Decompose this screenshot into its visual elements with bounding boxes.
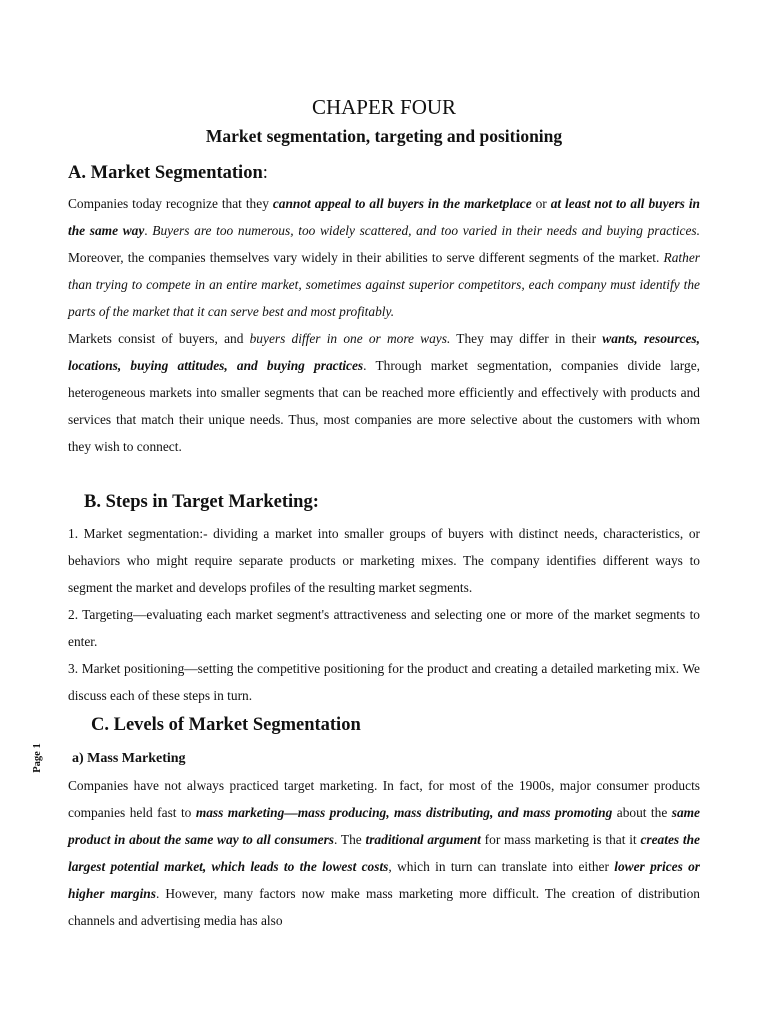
mass-marketing-paragraph xyxy=(68,772,700,934)
text-run: . The xyxy=(334,832,366,847)
emphasis-run: mass marketing—mass producing, mass distributing, and mass promoting xyxy=(195,805,613,820)
text-run: Moreover, the companies themselves vary widely in their abilities to serve different segments of the market. xyxy=(68,250,664,265)
italic-run: Buyers are too numerous, too widely scattered, and too varied in their needs and buying practices. xyxy=(152,223,700,238)
text-run: about the xyxy=(612,805,672,820)
section-c-heading: C. Levels of Market Segmentation xyxy=(91,715,361,735)
section-a-paragraph-1 xyxy=(68,190,700,325)
emphasis-run: wants, resources, locations, buying attitudes, and buying practices xyxy=(68,331,700,373)
emphasis-run: lower prices or higher margins xyxy=(68,859,701,901)
section-a-paragraph-2 xyxy=(68,325,700,460)
section-a-body xyxy=(68,190,700,460)
step-item-3: 3. Market positioning—setting the competitive positioning for the product and creating a detailed marketing mix. We discuss each of these steps in turn. xyxy=(68,661,700,703)
text-run: . xyxy=(144,223,153,238)
step-item-1: 1. Market segmentation:- dividing a market into smaller groups of buyers with distinct needs, characteristics, or behaviors who might require separate products or marketing mixes. The company identifies different ways to segment the market and develops profiles of the resulting market segments. xyxy=(68,526,700,595)
italic-run: buyers differ in one or more ways. xyxy=(249,331,451,346)
text-run: . Through market segmentation, companies divide large, heterogeneous markets into smaller segments that can be reached more efficiently and effectively with products and services that match their unique needs. Thus, most companies are more selective about the customers with whom they wish to connect. xyxy=(68,358,700,454)
section-a-heading-text: A. Market Segmentation xyxy=(68,163,263,183)
text-run: They may differ in their xyxy=(450,331,603,346)
text-run: Companies today recognize that they xyxy=(68,196,273,211)
text-run: . However, many factors now make mass marketing more difficult. The creation of distribution channels and advertising media has also xyxy=(68,886,700,928)
mass-marketing-body xyxy=(68,772,700,934)
chapter-title: CHAPER FOUR xyxy=(311,95,457,119)
section-b-body xyxy=(68,520,700,709)
emphasis-run: same product in about the same way to all consumers xyxy=(68,805,700,847)
chapter-subtitle: Market segmentation, targeting and positioning xyxy=(205,126,563,146)
emphasis-run: creates the largest potential market, which leads to the lowest costs xyxy=(68,832,700,874)
emphasis-run: at least not to all buyers in the same way xyxy=(68,196,700,238)
text-run: for mass marketing is that it xyxy=(480,832,641,847)
emphasis-run: traditional argument xyxy=(365,832,481,847)
italic-run: Rather than trying to compete in an entire market, sometimes against superior competitors, each company must identify the parts of the market that it can serve best and most profitably. xyxy=(68,250,700,319)
page-number-sidebar xyxy=(28,736,48,780)
text-run: Companies have not always practiced target marketing. In fact, for most of the 1900s, major consumer products companies held fast to xyxy=(68,778,700,820)
emphasis-run: cannot appeal to all buyers in the marketplace xyxy=(272,196,532,211)
section-a-heading xyxy=(68,160,268,186)
mass-marketing-heading: a) Mass Marketing xyxy=(72,751,186,766)
text-run: or xyxy=(531,196,551,211)
text-run: Markets consist of buyers, and xyxy=(68,331,250,346)
step-item-2: 2. Targeting—evaluating each market segment's attractiveness and selecting one or more of the market segments to enter. xyxy=(68,607,700,649)
section-a-heading-colon: : xyxy=(262,163,268,183)
page-number-label: Page 1 xyxy=(32,743,43,773)
section-b-heading: B. Steps in Target Marketing: xyxy=(84,492,319,512)
text-run: , which in turn can translate into either xyxy=(388,859,615,874)
